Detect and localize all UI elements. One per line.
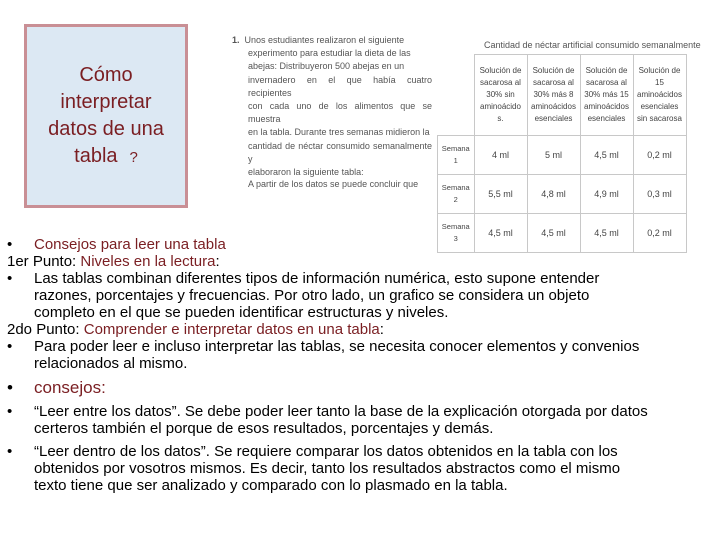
table-header: Solución de sacarosa al 30% sin aminoácido s. bbox=[474, 55, 527, 136]
bullet-punto-1: • Las tablas combinan diferentes tipos de información numérica, esto supone entender razones, porcentajes y frecuencias. Por otro lado, un grafico se considera un objeto completo en el que se pueden identificar estructuras y niveles. bbox=[7, 270, 600, 321]
consejos-heading: consejos: bbox=[34, 378, 106, 397]
problem-conclusion: A partir de los datos se puede concluir que bbox=[248, 179, 419, 189]
table-header: Solución de 15 aminoácidos esenciales sin sacarosa bbox=[633, 55, 686, 136]
table-row bbox=[438, 175, 687, 214]
problem-line: abejas: Distribuyeron 500 abejas en un bbox=[248, 61, 405, 72]
bullet-consejo-1: • “Leer entre los datos”. Se debe poder leer tanto la base de la explicación otorgada por datos certeros también el porque de esos resultados, porcentajes y demás. bbox=[7, 403, 648, 437]
table-corner bbox=[438, 55, 475, 136]
punto-1-heading: 1er Punto: Niveles en la lectura: bbox=[7, 253, 220, 270]
table-cell: 4 ml bbox=[474, 136, 527, 175]
problem-line: en la tabla. Durante tres semanas midieron la bbox=[248, 127, 430, 138]
title-box bbox=[24, 24, 188, 208]
problem-line: invernadero en el que había cuatro recipientes bbox=[248, 74, 432, 98]
nectar-table bbox=[437, 54, 687, 253]
bullet-icon: • bbox=[7, 236, 13, 253]
table-cell: 4,5 ml bbox=[527, 214, 580, 253]
consejos-title: Consejos para leer una tabla bbox=[34, 236, 226, 253]
bullet-icon: • bbox=[7, 403, 13, 420]
problem-line: con cada uno de los alimentos que se muestra bbox=[248, 101, 432, 125]
table-cell: 4,8 ml bbox=[527, 175, 580, 214]
title-line: interpretar bbox=[60, 90, 152, 113]
title-line: datos de una bbox=[48, 117, 164, 140]
page-title bbox=[36, 62, 176, 171]
table-cell: 4,5 ml bbox=[474, 214, 527, 253]
title-line: tabla bbox=[74, 144, 118, 167]
problem-line: 1. Unos estudiantes realizaron el siguiente bbox=[232, 35, 405, 45]
problem-statement bbox=[232, 34, 432, 189]
problem-number: 1. bbox=[232, 35, 240, 45]
table-header: Solución de sacarosa al 30% más 8 aminoácidos esenciales bbox=[527, 55, 580, 136]
table-cell: 4,5 ml bbox=[580, 214, 633, 253]
title-line: Cómo bbox=[79, 63, 133, 86]
bullet-consejo-2: • “Leer dentro de los datos”. Se requiere comparar los datos obtenidos en la tabla con los obtenidos por vosotros mismos. Es decir, tanto los resultados abstractos como el mismo texto tiene que ser analizado y comparado con lo plasmado en la tabla. bbox=[7, 443, 621, 494]
bullet-icon: • bbox=[7, 378, 13, 397]
punto-2-heading: 2do Punto: Comprender e interpretar datos en una tabla: bbox=[7, 321, 384, 338]
problem-line: elaboraron la siguiente tabla: bbox=[248, 167, 364, 178]
problem-line: cantidad de néctar consumido semanalmente y bbox=[248, 140, 432, 164]
table-cell: 0,2 ml bbox=[633, 136, 686, 175]
bullet-punto-2: • Para poder leer e incluso interpretar las tablas, se necesita conocer elementos y convenios relacionados al mismo. bbox=[7, 338, 640, 372]
table-cell: 0,3 ml bbox=[633, 175, 686, 214]
table-cell: 5 ml bbox=[527, 136, 580, 175]
bullet-consejos-title bbox=[7, 236, 713, 253]
title-question-mark: ? bbox=[129, 148, 138, 166]
table-header-row bbox=[438, 55, 687, 136]
table-cell: 5,5 ml bbox=[474, 175, 527, 214]
row-label: Semana 3 bbox=[438, 214, 475, 253]
problem-line: experimento para estudiar la dieta de las bbox=[248, 48, 411, 59]
table-cell: 0,2 ml bbox=[633, 214, 686, 253]
row-label: Semana 1 bbox=[438, 136, 475, 175]
table-header: Solución de sacarosa al 30% más 15 aminoácidos esenciales bbox=[580, 55, 633, 136]
bullet-icon: • bbox=[7, 270, 13, 287]
table-cell: 4,9 ml bbox=[580, 175, 633, 214]
table-row bbox=[438, 136, 687, 175]
table-caption: Cantidad de néctar artificial consumido semanalmente bbox=[484, 40, 701, 50]
bullet-icon: • bbox=[7, 443, 13, 460]
row-label: Semana 2 bbox=[438, 175, 475, 214]
bullet-icon: • bbox=[7, 338, 13, 355]
notes-section bbox=[7, 236, 713, 494]
bullet-consejos bbox=[7, 379, 713, 396]
table-cell: 4,5 ml bbox=[580, 136, 633, 175]
